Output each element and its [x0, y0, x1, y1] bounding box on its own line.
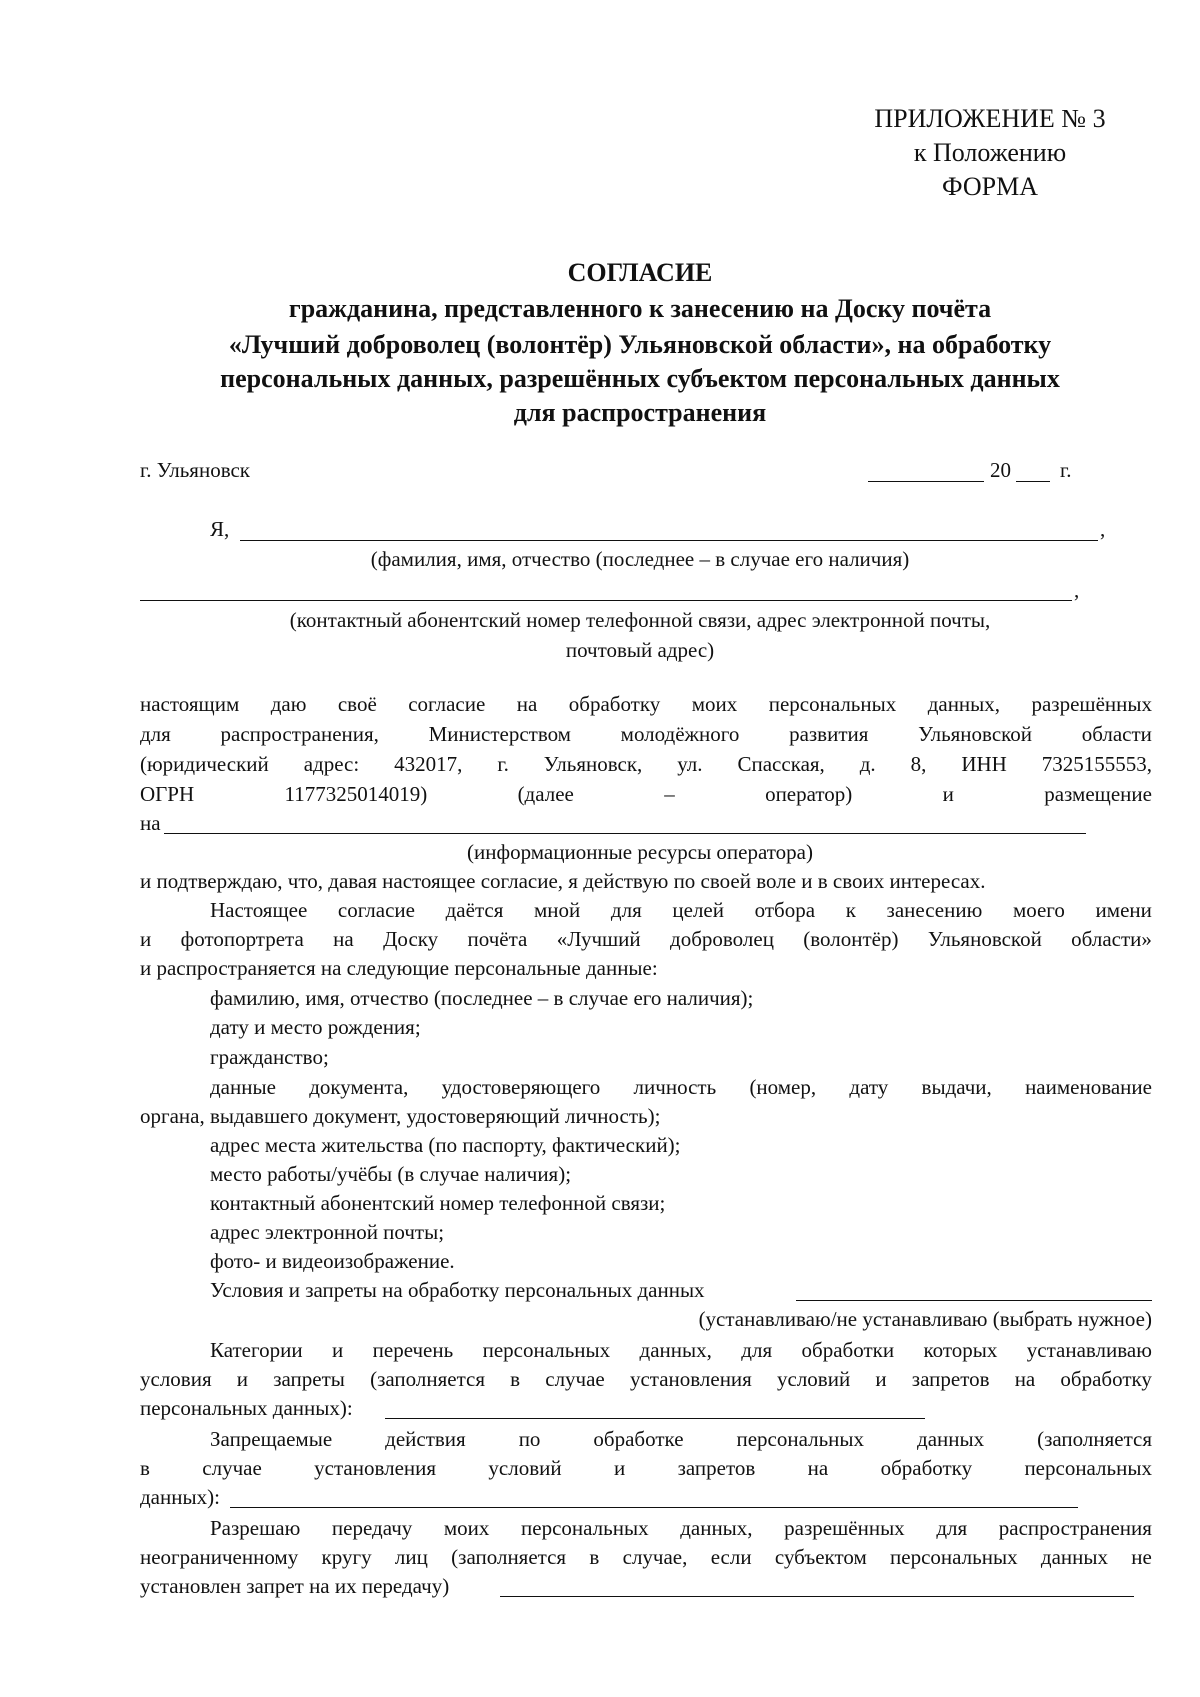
item-birth: дату и место рождения;	[210, 1015, 421, 1039]
word: д.	[859, 752, 876, 776]
word: адрес:	[303, 752, 360, 776]
consent-line-3	[140, 750, 1152, 779]
word: области»	[1071, 927, 1152, 951]
categories-line-3: персональных данных):	[140, 1396, 353, 1420]
word: данных	[1040, 1545, 1108, 1569]
categories-line-1	[210, 1336, 1152, 1365]
word: для	[140, 722, 171, 746]
consent-line-4	[140, 780, 1152, 809]
word: целей	[672, 898, 724, 922]
categories-line-2	[140, 1365, 1152, 1394]
word: установления	[314, 1456, 437, 1480]
word: распространения,	[220, 722, 379, 746]
word: согласие	[408, 692, 486, 716]
word: и	[942, 782, 954, 806]
word: (далее	[517, 782, 574, 806]
word: к	[845, 898, 856, 922]
word: запретов	[677, 1456, 756, 1480]
year-suffix: г.	[1060, 458, 1072, 482]
i-label: Я,	[210, 517, 230, 541]
word: на	[516, 692, 538, 716]
word: данных,	[639, 1338, 712, 1362]
purpose-line-2	[140, 925, 1152, 954]
word: условия	[140, 1367, 212, 1391]
transfer-line-3: установлен запрет на их передачу)	[140, 1574, 450, 1598]
word: обработку	[880, 1456, 973, 1480]
word: наименование	[1025, 1075, 1152, 1099]
word: 7325155553,	[1041, 752, 1152, 776]
word: персональных	[890, 1545, 1018, 1569]
word: Доску	[383, 927, 439, 951]
item-doc-line-1	[210, 1073, 1152, 1102]
purpose-line-3: и распространяется на следующие персональные данные:	[140, 956, 658, 980]
fio-comma: ,	[1100, 517, 1106, 541]
word: 432017,	[394, 752, 463, 776]
word: для	[610, 898, 642, 922]
word: документа,	[309, 1075, 409, 1099]
word: фотопортрета	[180, 927, 304, 951]
word: обработку	[568, 692, 661, 716]
word: отбора	[754, 898, 816, 922]
word: неограниченному	[140, 1545, 299, 1569]
prohibited-line-3: данных):	[140, 1485, 220, 1509]
word: Ульяновской	[918, 722, 1033, 746]
word: разрешённых	[784, 1516, 905, 1540]
word: 1177325014019)	[284, 782, 428, 806]
word: на	[1014, 1367, 1036, 1391]
word: запретов	[911, 1367, 990, 1391]
fio-caption: (фамилия, имя, отчество (последнее – в случае его наличия)	[370, 547, 910, 571]
word: передачу	[331, 1516, 413, 1540]
word: удостоверяющего	[441, 1075, 601, 1099]
word: (заполняется	[451, 1545, 567, 1569]
item-doc-line-2: органа, выдавшего документ, удостоверяющий личность);	[140, 1104, 661, 1128]
confirm-line: и подтверждаю, что, давая настоящее согласие, я действую по своей воле и в своих интересах.	[140, 869, 986, 893]
word: Ульяновск,	[543, 752, 643, 776]
word: настоящим	[140, 692, 240, 716]
prohibited-field[interactable]	[230, 1507, 1078, 1508]
word: запреты	[273, 1367, 345, 1391]
word: персональных	[736, 1427, 865, 1451]
contact-caption-2: почтовый адрес)	[565, 638, 715, 662]
resources-field[interactable]	[164, 833, 1086, 834]
word: если	[710, 1545, 752, 1569]
year-prefix: 20	[990, 458, 1011, 482]
item-phone: контактный абонентский номер телефонной связи;	[210, 1191, 666, 1215]
city-label: г. Ульяновск	[140, 458, 251, 482]
word: молодёжного	[620, 722, 740, 746]
word: установления	[629, 1367, 752, 1391]
word: (заполняется	[1037, 1427, 1152, 1451]
word: (номер,	[749, 1075, 817, 1099]
conditions-caption: (устанавливаю/не устанавливаю (выбрать нужное)	[698, 1307, 1152, 1331]
word: доброволец	[670, 927, 774, 951]
word: обработке	[593, 1427, 684, 1451]
prohibited-line-2	[140, 1454, 1152, 1483]
prohibited-line-1	[210, 1425, 1152, 1454]
item-email: адрес электронной почты;	[210, 1220, 445, 1244]
item-photo: фото- и видеоизображение.	[210, 1249, 455, 1273]
word: устанавливаю	[1026, 1338, 1152, 1362]
word: персональных	[768, 692, 897, 716]
word: перечень	[372, 1338, 454, 1362]
item-work: место работы/учёбы (в случае наличия);	[210, 1162, 572, 1186]
word: мной	[534, 898, 581, 922]
word: персональных	[482, 1338, 611, 1362]
transfer-line-2	[140, 1543, 1152, 1572]
conditions-label: Условия и запреты на обработку персональных данных	[210, 1278, 705, 1302]
word: персональных	[521, 1516, 649, 1540]
transfer-line-1	[210, 1514, 1152, 1543]
word: моих	[443, 1516, 490, 1540]
word: области	[1081, 722, 1152, 746]
word: своё	[337, 692, 377, 716]
word: и	[236, 1367, 249, 1391]
categories-field[interactable]	[385, 1418, 925, 1419]
word: не	[1131, 1545, 1152, 1569]
word: дату	[849, 1075, 889, 1099]
word: (волонтёр)	[803, 927, 899, 951]
word: имени	[1095, 898, 1152, 922]
word: (юридический	[140, 752, 269, 776]
word: на	[333, 927, 354, 951]
word: данные	[210, 1075, 276, 1099]
word: в	[510, 1367, 521, 1391]
word: условий	[777, 1367, 851, 1391]
word: данных	[917, 1427, 985, 1451]
word: даётся	[445, 898, 504, 922]
word: условий	[488, 1456, 562, 1480]
word: 8,	[910, 752, 927, 776]
word: данных,	[927, 692, 1001, 716]
contact-comma: ,	[1074, 578, 1080, 602]
title-line-2: «Лучший доброволец (волонтёр) Ульяновской области», на обработку	[228, 330, 1052, 359]
word: действия	[385, 1427, 466, 1451]
word: ул.	[677, 752, 703, 776]
word: занесению	[886, 898, 983, 922]
word: лиц	[394, 1545, 428, 1569]
word: персональных	[1024, 1456, 1152, 1480]
word: ОГРН	[140, 782, 195, 806]
word: которых	[923, 1338, 998, 1362]
word: «Лучший	[556, 927, 641, 951]
title-line-3: персональных данных, разрешённых субъектом персональных данных	[220, 364, 1060, 393]
word: выдачи,	[921, 1075, 992, 1099]
word: Министерством	[428, 722, 571, 746]
word: на	[807, 1456, 829, 1480]
regulation-reference: к Положению	[913, 138, 1067, 167]
form-label: ФОРМА	[942, 172, 1038, 201]
word: случае	[202, 1456, 262, 1480]
word: почёта	[467, 927, 528, 951]
word: распространения	[998, 1516, 1152, 1540]
word: в	[589, 1545, 600, 1569]
resources-caption: (информационные ресурсы оператора)	[467, 840, 813, 864]
item-fio: фамилию, имя, отчество (последнее – в случае его наличия);	[210, 986, 754, 1010]
word: случае,	[622, 1545, 688, 1569]
word: (заполняется	[370, 1367, 485, 1391]
word: моих	[691, 692, 738, 716]
word: Запрещаемые	[210, 1427, 333, 1451]
word: данных,	[680, 1516, 753, 1540]
word: для	[936, 1516, 968, 1540]
word: Разрешаю	[210, 1516, 301, 1540]
title-line-4: для распространения	[513, 398, 767, 427]
word: личность	[633, 1075, 717, 1099]
word: обработку	[1060, 1367, 1152, 1391]
word: Спасская,	[737, 752, 825, 776]
word: даю	[270, 692, 307, 716]
item-address: адрес места жительства (по паспорту, фактический);	[210, 1133, 681, 1157]
word: по	[518, 1427, 541, 1451]
contact-caption-1: (контактный абонентский номер телефонной связи, адрес электронной почты,	[289, 608, 991, 632]
word: обработки	[801, 1338, 895, 1362]
date-year-field[interactable]	[1016, 481, 1050, 482]
on-label: на	[140, 811, 161, 835]
consent-line-2	[140, 720, 1152, 749]
word: кругу	[321, 1545, 372, 1569]
word: размещение	[1044, 782, 1152, 806]
word: для	[741, 1338, 773, 1362]
word: Настоящее	[210, 898, 308, 922]
title-line-1: гражданина, представленного к занесению на Доску почёта	[288, 294, 992, 323]
fio-field[interactable]	[240, 540, 1098, 541]
date-day-month-field[interactable]	[868, 481, 984, 482]
word: и	[140, 927, 152, 951]
word: оператор)	[765, 782, 853, 806]
consent-line-1	[140, 690, 1152, 719]
word: субъектом	[774, 1545, 867, 1569]
contact-field[interactable]	[140, 600, 1072, 601]
word: и	[875, 1367, 887, 1391]
word: Ульяновской	[927, 927, 1042, 951]
word: в	[140, 1456, 150, 1480]
transfer-field[interactable]	[500, 1596, 1134, 1597]
word: г.	[497, 752, 509, 776]
word: случае	[545, 1367, 605, 1391]
word: разрешённых	[1031, 692, 1152, 716]
word: моего	[1012, 898, 1065, 922]
conditions-field[interactable]	[796, 1300, 1152, 1301]
word: Категории	[210, 1338, 303, 1362]
word: и	[613, 1456, 626, 1480]
word: –	[664, 782, 675, 806]
item-citizenship: гражданство;	[210, 1045, 329, 1069]
word: ИНН	[961, 752, 1007, 776]
word: развития	[789, 722, 869, 746]
word: согласие	[337, 898, 415, 922]
document-title: СОГЛАСИЕ	[567, 258, 713, 287]
purpose-line-1	[210, 896, 1152, 925]
appendix-number: ПРИЛОЖЕНИЕ № 3	[874, 104, 1106, 133]
word: и	[331, 1338, 344, 1362]
